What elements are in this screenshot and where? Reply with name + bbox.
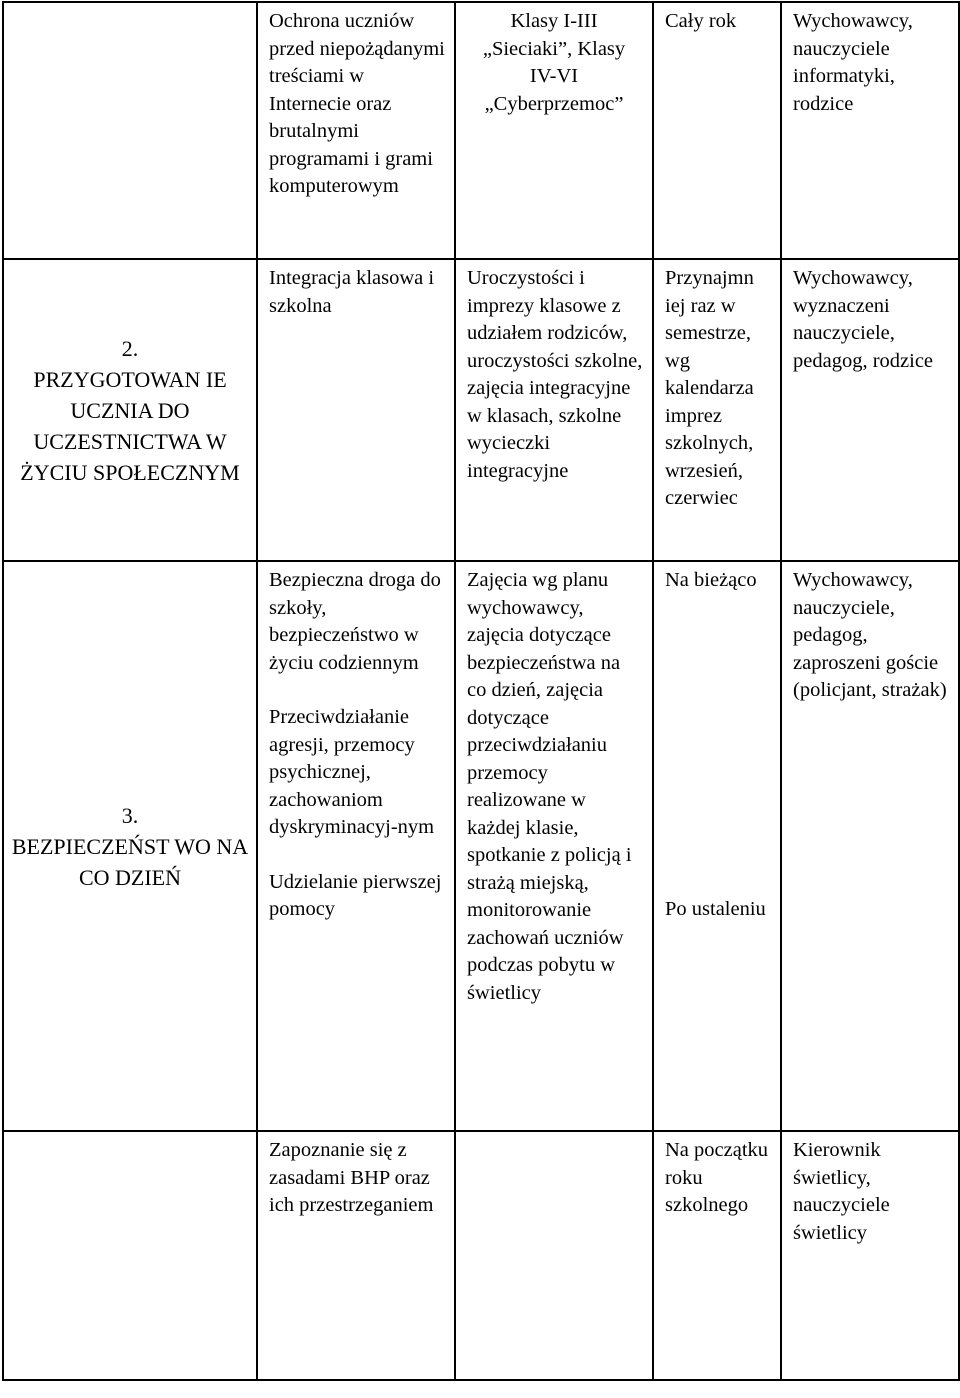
task-text: Ochrona uczniów przed niepożądanymi treściami w Internecie oraz brutalnymi programami i grami komputerowym (269, 10, 445, 197)
responsible-cell (781, 259, 959, 561)
term-text: Cały rok (665, 10, 737, 32)
term-text: Na początku roku szkolnego (665, 1139, 769, 1216)
responsible-cell (781, 561, 959, 1131)
task-cell (257, 561, 455, 1131)
term-cell (653, 1131, 781, 1380)
area-number: 2. (121, 335, 139, 361)
task-cell (257, 1131, 455, 1380)
area-cell (3, 1131, 257, 1380)
area-cell (3, 259, 257, 561)
term-text: Po ustaleniu (665, 897, 766, 920)
responsible-text: Wychowawcy, nauczyciele informatyki, rodzice (793, 10, 913, 115)
area-cell (3, 561, 257, 1131)
table-row (3, 561, 959, 1131)
forms-text: Zajęcia wg planu wychowawcy, zajęcia dotyczące bezpieczeństwa na co dzień, zajęcia dotyczące przeciwdziałaniu przemocy realizowane w każdej klasie, spotkanie z policją i strażą miejską, monitorowanie zachowań uczniów podczas pobytu w świetlicy (467, 569, 632, 1004)
task-cell (257, 259, 455, 561)
forms-cell (455, 561, 653, 1131)
forms-cell (455, 1131, 653, 1380)
task-cell (257, 2, 455, 259)
table-row (3, 259, 959, 561)
responsible-text: Wychowawcy, wyznaczeni nauczyciele, pedagog, rodzice (793, 267, 934, 372)
task-text: Udzielanie pierwszej pomocy (269, 870, 442, 920)
table-row (3, 2, 959, 259)
task-text: Zapoznanie się z zasadami BHP oraz ich przestrzeganiem (269, 1139, 434, 1216)
area-title: BEZPIECZEŃST WO NA CO DZIEŃ (11, 833, 249, 890)
task-text: Integracja klasowa i szkolna (269, 267, 435, 317)
forms-text: Uroczystości i imprezy klasowe z udziałem rodziców, uroczystości szkolne, zajęcia integracyjne w klasach, szkolne wycieczki integracyjne (467, 267, 643, 482)
task-text: Przeciwdziałanie agresji, przemocy psychicznej, zachowaniom dyskryminacyj-nym (269, 706, 435, 838)
responsible-cell (781, 2, 959, 259)
term-cell (653, 2, 781, 259)
forms-text: Klasy I-III „Sieciaki”, Klasy IV-VI „Cyberprzemoc” (482, 10, 626, 115)
term-cell (653, 259, 781, 561)
area-title: PRZYGOTOWAN IE UCZNIA DO UCZESTNICTWA W ŻYCIU SPOŁECZNYM (20, 366, 240, 485)
area-number: 3. (121, 802, 139, 828)
area-cell (3, 2, 257, 259)
term-text: Na bieżąco (665, 569, 757, 591)
term-cell (653, 561, 781, 1131)
education-plan-table (2, 1, 960, 1381)
term-text: Przynajmn iej raz w semestrze, wg kalendarza imprez szkolnych, wrzesień, czerwiec (665, 267, 754, 509)
table-row (3, 1131, 959, 1380)
responsible-text: Kierownik świetlicy, nauczyciele świetlicy (793, 1139, 890, 1244)
forms-cell (455, 2, 653, 259)
responsible-text: Wychowawcy, nauczyciele, pedagog, zaproszeni goście (policjant, strażak) (793, 569, 947, 701)
responsible-cell (781, 1131, 959, 1380)
forms-cell (455, 259, 653, 561)
task-text: Bezpieczna droga do szkoły, bezpieczeństwo w życiu codziennym (269, 569, 441, 674)
